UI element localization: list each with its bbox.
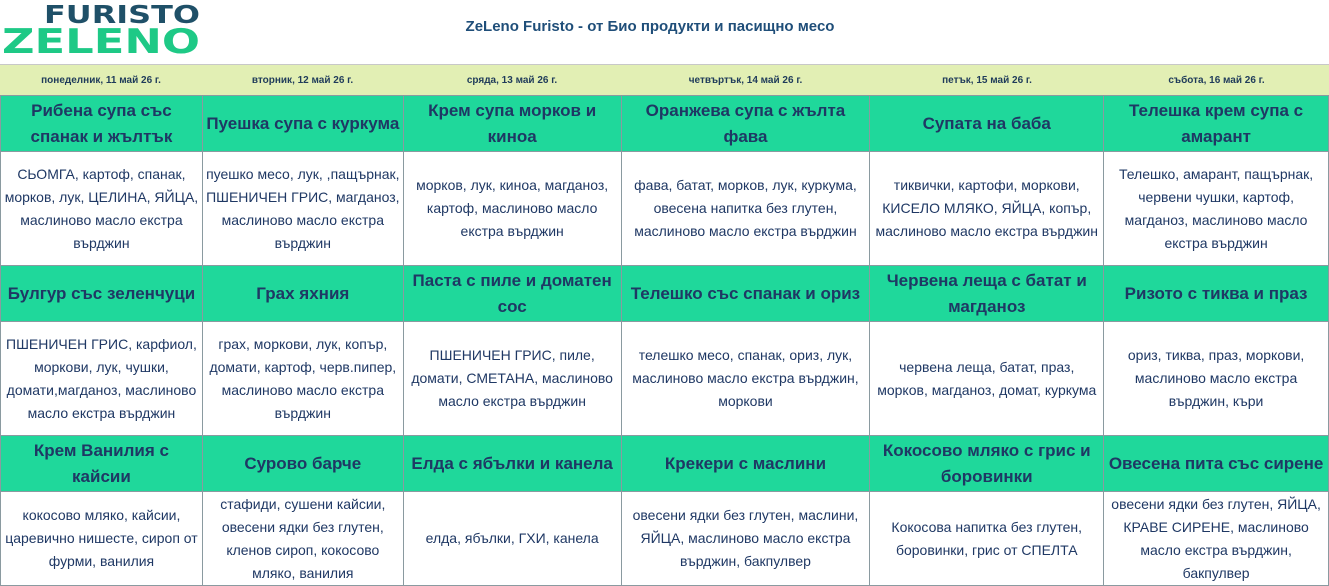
- dish-name: Грах яхния: [202, 266, 403, 322]
- ingredients-cell: фава, батат, морков, лук, куркума, овесена напитка без глутен, маслиново масло екстра върджин: [621, 152, 870, 266]
- ingredients-cell: Кокосова напитка без глутен, боровинки, грис от СПЕЛТА: [870, 492, 1104, 586]
- ingredients-cell: ориз, тиква, праз, моркови, маслиново масло екстра върджин, къри: [1104, 322, 1329, 436]
- ingredients-cell: тиквички, картофи, моркови, КИСЕЛО МЛЯКО, ЯЙЦА, копър, маслиново масло екстра върджин: [870, 152, 1104, 266]
- dish-name: Елда с ябълки и канела: [403, 436, 621, 492]
- ingredients-row-soups: [1, 152, 1329, 266]
- dish-name: Червена леща с батат и магданоз: [870, 266, 1104, 322]
- dish-name: Рибена супа със спанак и жълтък: [1, 96, 203, 152]
- dish-name: Крекери с маслини: [621, 436, 870, 492]
- ingredients-cell: кокосово мляко, кайсии, царевично нишесте, сироп от фурми, ванилия: [1, 492, 203, 586]
- dish-name: Пуешка супа с куркума: [202, 96, 403, 152]
- dish-name: Сурово барче: [202, 436, 403, 492]
- ingredients-cell: Телешко, амарант, пащърнак, червени чушки, картоф, магданоз, маслиново масло екстра върджин: [1104, 152, 1329, 266]
- ingredients-cell: червена леща, батат, праз, морков, магданоз, домат, куркума: [870, 322, 1104, 436]
- ingredients-cell: овесени ядки без глутен, ЯЙЦА, КРАВЕ СИРЕНЕ, маслиново масло екстра върджин, бакпулвер: [1104, 492, 1329, 586]
- ingredients-cell: ПШЕНИЧЕН ГРИС, карфиол, моркови, лук, чушки, домати,магданоз, маслиново масло екстра върджин: [1, 322, 203, 436]
- dish-name: Паста с пиле и доматен сос: [403, 266, 621, 322]
- dish-name: Ризото с тиква и праз: [1104, 266, 1329, 322]
- day-header-thursday: четвъртък, 14 май 26 г.: [688, 74, 803, 86]
- ingredients-cell: телешко месо, спанак, ориз, лук, маслиново масло екстра върджин, моркови: [621, 322, 870, 436]
- day-header-tuesday: вторник, 12 май 26 г.: [251, 74, 354, 86]
- ingredients-cell: грах, моркови, лук, копър, домати, картоф, черв.пипер, маслиново масло екстра върджин: [202, 322, 403, 436]
- ingredients-cell: ПШЕНИЧЕН ГРИС, пиле, домати, СМЕТАНА, маслиново масло екстра върджин: [403, 322, 621, 436]
- page-title: ZeLeno Furisto - от Био продукти и пасищно месо: [465, 18, 835, 35]
- logo-text-furisto: FURISTO: [44, 0, 200, 29]
- dish-name: Кокосово мляко с грис и боровинки: [870, 436, 1104, 492]
- dish-name: Супата на баба: [870, 96, 1104, 152]
- ingredients-cell: пуешко месо, лук, ,пащърнак, ПШЕНИЧЕН ГРИС, магданоз, маслиново масло екстра върджин: [202, 152, 403, 266]
- ingredients-row-desserts: [1, 492, 1329, 586]
- dish-name: Крем Ванилия с кайсии: [1, 436, 203, 492]
- logo-text-zeleno: ZELENO: [2, 22, 200, 58]
- date-header-row: [0, 64, 1329, 96]
- ingredients-row-mains: [1, 322, 1329, 436]
- dish-row-mains: [1, 266, 1329, 322]
- day-header-wednesday: сряда, 13 май 26 г.: [466, 74, 558, 86]
- ingredients-cell: елда, ябълки, ГХИ, канела: [403, 492, 621, 586]
- weekly-menu-table: [0, 95, 1329, 586]
- dish-name: Булгур със зеленчуци: [1, 266, 203, 322]
- furisto-zeleno-logo: [0, 0, 205, 58]
- day-header-saturday: събота, 16 май 26 г.: [1168, 74, 1265, 86]
- ingredients-cell: морков, лук, киноа, магданоз, картоф, маслиново масло екстра върджин: [403, 152, 621, 266]
- dish-name: Крем супа морков и киноа: [403, 96, 621, 152]
- ingredients-cell: СЬОМГА, картоф, спанак, морков, лук, ЦЕЛИНА, ЯЙЦА, маслиново масло екстра върджин: [1, 152, 203, 266]
- dish-name: Телешко със спанак и ориз: [621, 266, 870, 322]
- ingredients-cell: стафиди, сушени кайсии, овесени ядки без глутен, кленов сироп, кокосово мляко, ванилия: [202, 492, 403, 586]
- dish-row-desserts: [1, 436, 1329, 492]
- dish-name: Овесена пита със сирене: [1104, 436, 1329, 492]
- dish-row-soups: [1, 96, 1329, 152]
- ingredients-cell: овесени ядки без глутен, маслини, ЯЙЦА, маслиново масло екстра върджин, бакпулвер: [621, 492, 870, 586]
- dish-name: Оранжева супа с жълта фава: [621, 96, 870, 152]
- day-header-friday: петък, 15 май 26 г.: [942, 74, 1032, 86]
- dish-name: Телешка крем супа с амарант: [1104, 96, 1329, 152]
- day-header-monday: понеделник, 11 май 26 г.: [41, 74, 161, 86]
